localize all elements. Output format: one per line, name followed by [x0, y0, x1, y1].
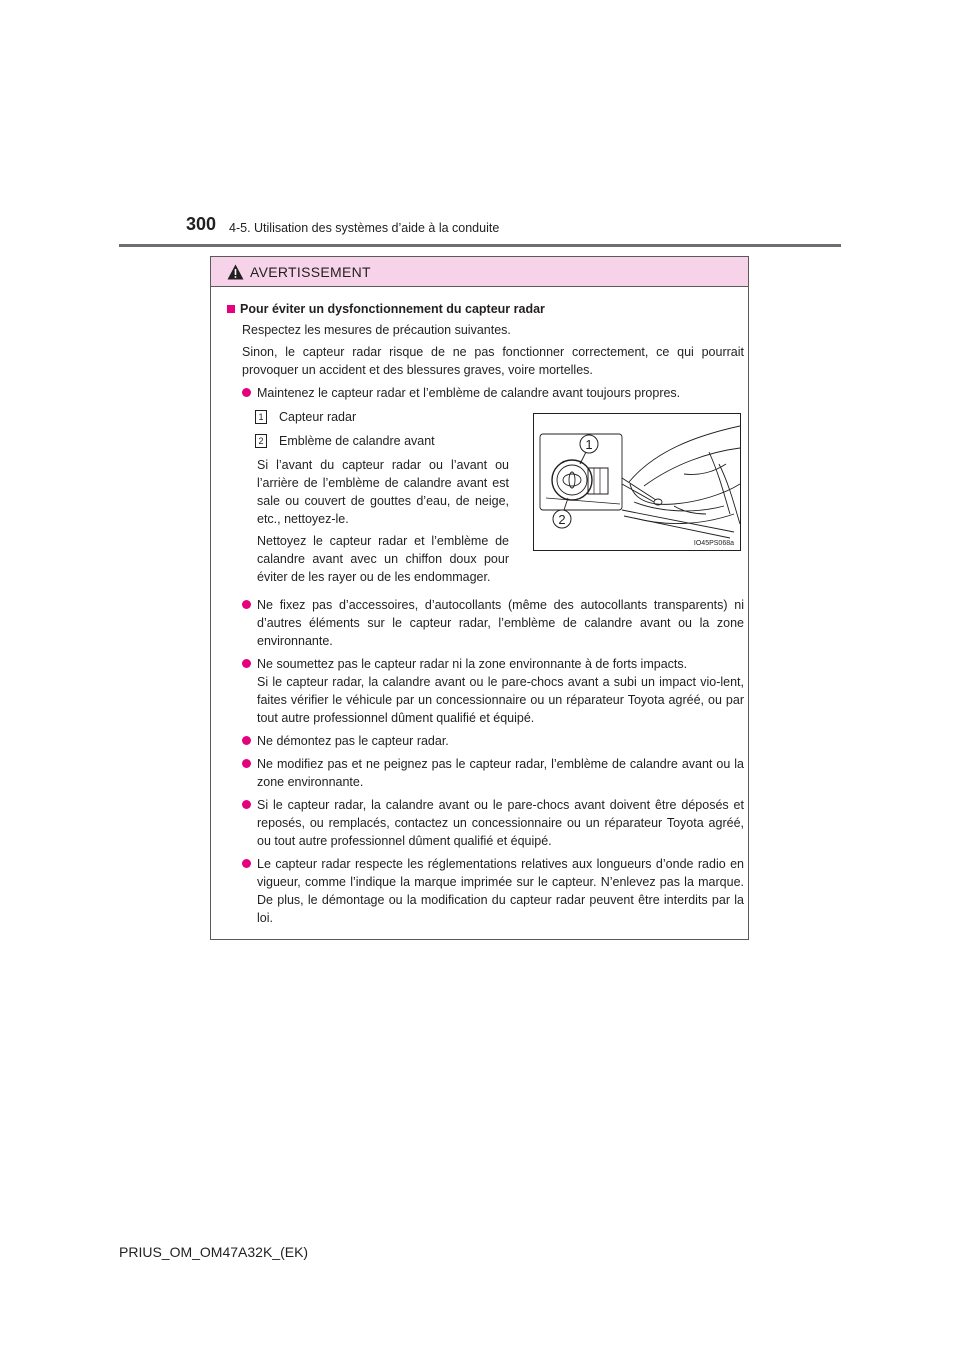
section-title: 4-5. Utilisation des systèmes d’aide à la conduite: [229, 221, 500, 235]
warning-title: AVERTISSEMENT: [250, 263, 371, 280]
car-front-illustration: [534, 414, 740, 550]
list-item: [227, 384, 744, 402]
radar-sensor-figure: [533, 413, 741, 551]
figure-label-1: 1: [585, 437, 593, 452]
list-item: [227, 755, 744, 791]
bullet-dot-icon: [242, 659, 251, 668]
list-item-text: Si le capteur radar, la calandre avant ou le pare-chocs avant doivent être déposés et reposés, ou remplacés, contactez un concessionnaire ou un réparateur Toyota agréé, ou tout autre professionnel dûment qualifié et équipé.: [257, 798, 744, 848]
warning-triangle-icon: [227, 264, 244, 280]
callout-item: [257, 406, 509, 428]
square-bullet-icon: [227, 305, 235, 313]
impact-line: Si le capteur radar, la calandre avant ou le pare-chocs avant a subi un impact vio-lent, faites vérifier le véhicule par un concessionnaire ou un réparateur Toyota agréé, ou par tout autre professionnel dûment qualifié et équipé.: [257, 675, 744, 725]
figure-id: IO45PS068a: [693, 540, 734, 547]
list-item: [227, 855, 744, 927]
header-rule: [119, 244, 841, 247]
intro-paragraph: Respectez les mesures de précaution suivantes.: [242, 323, 511, 337]
bullet-dot-icon: [242, 800, 251, 809]
warning-heading: [227, 300, 744, 318]
list-item: [227, 596, 744, 650]
list-item-text: Ne modifiez pas et ne peignez pas le capteur radar, l’emblème de calandre avant ou la zone environnante.: [257, 757, 744, 789]
footer-doc-id: PRIUS_OM_OM47A32K_(EK): [119, 1244, 309, 1260]
page-number: 300: [186, 214, 217, 234]
warning-header: [211, 257, 748, 287]
callout-number: 2: [255, 434, 267, 448]
list-item-text: Le capteur radar respecte les réglementations relatives aux longueurs d’onde radio en vigueur, comme l’indique la marque imprimée sur le capteur. N’enlevez pas la marque. De plus, le démontage ou la modification du capteur radar peuvent être interdits par la loi.: [257, 857, 744, 925]
warning-box: [210, 256, 749, 940]
callout-label: Capteur radar: [279, 410, 357, 424]
cleaning-note: Si l’avant du capteur radar ou l’avant ou l’arrière de l’emblème de calandre avant est sale ou couvert de gouttes d’eau, de neige, etc., nettoyez-le.: [257, 458, 509, 526]
sensor-illustration-block: [227, 406, 744, 591]
intro-paragraph: Sinon, le capteur radar risque de ne pas fonctionner correctement, ce qui pourrait provoquer un accident et des blessures graves, voire mortelles.: [242, 345, 744, 377]
callout-item: [257, 430, 509, 452]
callout-text: [257, 406, 509, 586]
callout-label: Emblème de calandre avant: [279, 434, 435, 448]
warning-heading-text: Pour éviter un dysfonctionnement du capteur radar: [240, 302, 545, 316]
list-item-text: Maintenez le capteur radar et l’emblème de calandre avant toujours propres.: [257, 386, 681, 400]
list-item: [227, 796, 744, 850]
bullet-dot-icon: [242, 600, 251, 609]
bullet-dot-icon: [242, 759, 251, 768]
bullet-dot-icon: [242, 388, 251, 397]
list-item: [227, 732, 744, 750]
impact-line: Ne soumettez pas le capteur radar ni la zone environnante à de forts impacts.: [257, 657, 688, 671]
list-item: [227, 655, 744, 727]
bullet-dot-icon: [242, 736, 251, 745]
list-item-text: Ne démontez pas le capteur radar.: [257, 734, 449, 748]
callout-number: 1: [255, 410, 267, 424]
list-item-text: [257, 655, 744, 727]
figure-label-2: 2: [558, 512, 566, 527]
cleaning-note: Nettoyez le capteur radar et l’emblème de calandre avant avec un chiffon doux pour éviter de les rayer ou de les endommager.: [257, 534, 509, 584]
bullet-dot-icon: [242, 859, 251, 868]
list-item-text: Ne fixez pas d’accessoires, d’autocollants (même des autocollants transparents) ni d’autres éléments sur le capteur radar, l’emblème de calandre avant ou la zone environnante.: [257, 598, 744, 648]
warning-content: [227, 300, 744, 927]
